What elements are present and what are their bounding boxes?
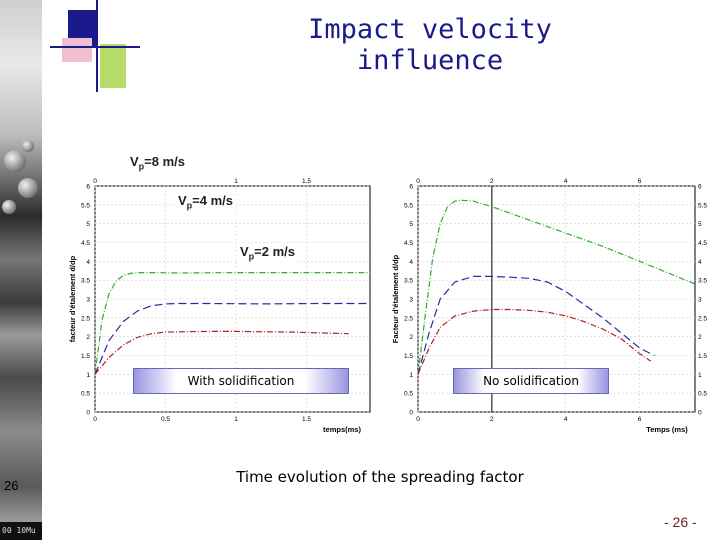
slide-number: 26 [4,478,19,493]
chart-no-solidification [391,178,707,434]
y-tick-label: 4.5 [80,240,90,247]
y-tick-label: 1 [409,371,413,379]
y-tick-label: 1.5 [80,353,90,360]
label-vp4-rest: =4 m/s [192,193,234,208]
y-axis-label: facteur d'étalement d/dp [68,255,77,343]
x-tick-label: 0.5 [160,416,171,423]
y-tick-label: 5 [86,221,90,229]
y-tick-label-right: 4 [698,258,702,266]
y-tick-label-right: 0.5 [698,390,708,398]
y-tick-label-right: 5.5 [698,202,708,210]
y-tick-label: 0.5 [403,390,413,398]
x-tick-label: 6 [637,416,642,423]
x-tick-label-top: 1 [234,178,238,185]
page-number: - 26 - [664,514,697,530]
label-vp4-v: V [178,193,187,208]
scale-bar: 00 10Mu [0,522,42,540]
x-tick-label: 1 [234,416,238,423]
y-tick-label: 3 [86,296,90,304]
y-tick-label-right: 0 [698,409,702,417]
label-vp8-v: V [130,154,139,169]
y-tick-label: 3.5 [80,277,90,285]
y-tick-label-right: 1.5 [698,353,708,360]
label-no-solidification: No solidification [453,368,609,394]
label-with-solidification: With solidification [133,368,349,394]
x-tick-label-top: 0 [93,178,97,185]
x-tick-label: 0 [93,416,97,423]
label-vp2-v: V [240,244,249,259]
y-tick-label: 0 [86,409,90,417]
y-tick-label: 2 [86,334,90,342]
y-tick-label-right: 3.5 [698,277,708,285]
figure-caption: Time evolution of the spreading factor [236,468,524,486]
y-tick-label: 5 [409,221,413,229]
x-tick-label: 4 [563,416,568,423]
x-tick-label-top: 0 [416,178,420,185]
x-tick-label: 1.5 [302,416,312,423]
y-tick-label-right: 6 [698,183,702,191]
label-vp4-sub: p [186,200,193,211]
y-tick-label: 5.5 [403,202,413,210]
y-tick-label: 2.5 [80,315,90,323]
y-tick-label-right: 2 [698,334,702,342]
label-vp2-rest: =2 m/s [254,244,296,259]
label-vp2 [237,244,298,262]
label-vp2-sub: p [248,251,255,262]
y-tick-label: 4 [409,258,413,266]
label-vp8-rest: =8 m/s [144,154,186,169]
y-tick-label-right: 2.5 [698,315,708,323]
y-tick-label: 3.5 [403,277,413,285]
y-tick-label: 0.5 [80,390,90,398]
y-tick-label: 2 [409,334,413,342]
x-tick-label-top: 1.5 [302,178,312,185]
y-tick-label: 0 [409,409,413,417]
y-tick-label: 1.5 [403,353,413,360]
x-tick-label: 2 [490,416,494,423]
label-vp4 [175,193,236,211]
x-tick-label-top: 2 [490,178,494,185]
x-axis-label: temps(ms) [323,425,361,434]
y-tick-label: 4.5 [403,240,413,247]
y-tick-label: 2.5 [403,315,413,323]
x-tick-label-top: 6 [637,178,642,185]
y-axis-label: Facteur d'étalement d/dp [391,254,400,344]
y-tick-label-right: 3 [698,296,702,304]
x-tick-label: 0 [416,416,420,423]
y-tick-label: 3 [409,296,413,304]
chart-with-solidification [68,178,370,434]
y-tick-label: 1 [86,371,90,379]
y-tick-label: 6 [409,183,413,191]
y-tick-label-right: 4.5 [698,240,708,247]
y-tick-label: 5.5 [80,202,90,210]
label-vp8 [130,154,185,172]
x-axis-label: Temps (ms) [646,425,688,434]
y-tick-label-right: 1 [698,371,702,379]
page-title: Impact velocity influence [308,14,552,76]
y-tick-label: 4 [86,258,90,266]
y-tick-label-right: 5 [698,221,702,229]
label-vp8-sub: p [138,161,145,172]
x-tick-label-top: 4 [563,178,568,185]
y-tick-label: 6 [86,183,90,191]
